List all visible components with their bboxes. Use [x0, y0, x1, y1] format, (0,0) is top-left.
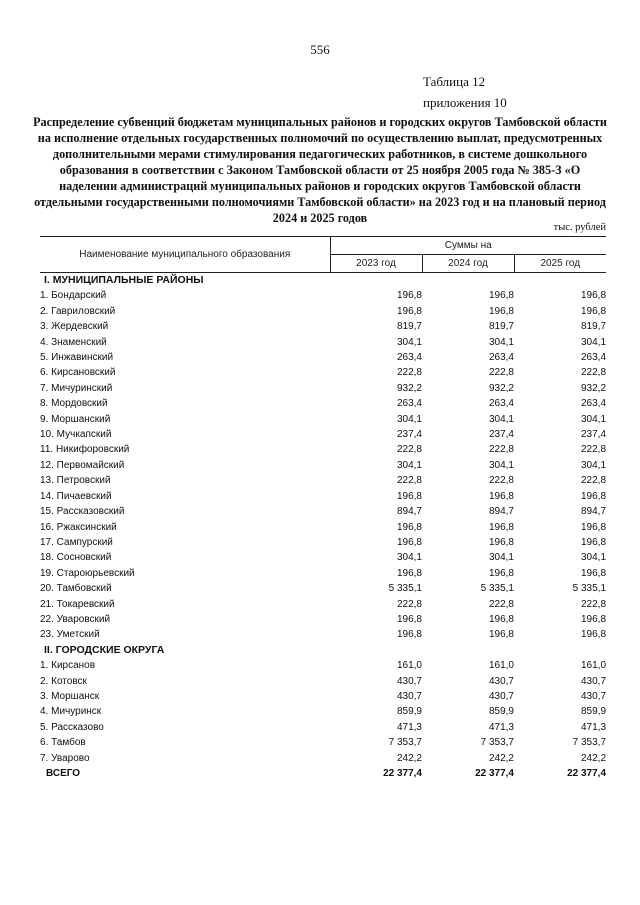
municipality-name: 7. Уварово: [40, 752, 90, 764]
value-2024: 304,1: [488, 413, 514, 425]
value-2023: 5 335,1: [388, 583, 422, 595]
value-2025: 222,8: [581, 598, 607, 610]
value-2025: 430,7: [581, 675, 607, 687]
municipality-name: 1. Бондарский: [40, 290, 107, 302]
municipality-name: 18. Сосновский: [40, 552, 112, 564]
value-2024: 237,4: [488, 429, 514, 441]
value-2023: 237,4: [396, 429, 422, 441]
value-2023: 196,8: [396, 613, 422, 625]
table-header: [40, 237, 606, 273]
table-row: [40, 458, 606, 473]
value-2023: 196,8: [396, 521, 422, 533]
value-2025: 237,4: [581, 429, 607, 441]
appendix-label: приложения 10: [423, 95, 507, 110]
value-2024: 222,8: [488, 475, 514, 487]
municipality-name: 22. Уваровский: [40, 613, 111, 625]
value-2025: 7 353,7: [572, 737, 607, 749]
value-2023: 932,2: [396, 382, 422, 394]
value-2024: 242,2: [488, 752, 514, 764]
table-row: [40, 658, 606, 673]
table-row: [40, 412, 606, 427]
column-header-2024: 2024 год: [422, 255, 514, 273]
value-2023: 304,1: [396, 552, 422, 564]
value-2025: 859,9: [581, 706, 607, 718]
table-row: [40, 365, 606, 380]
table-row: [40, 396, 606, 411]
municipality-name: 6. Тамбов: [40, 737, 86, 749]
table-row: [40, 427, 606, 442]
municipality-name: 5. Инжавинский: [40, 352, 114, 364]
value-2023: 222,8: [396, 444, 422, 456]
table-row: [40, 504, 606, 519]
column-header-name: Наименование муниципального образования: [40, 237, 330, 273]
municipality-name: 16. Ржаксинский: [40, 521, 117, 533]
value-2025: 161,0: [581, 660, 607, 672]
value-2024: 196,8: [488, 567, 514, 579]
municipality-name: 3. Моршанск: [40, 690, 100, 702]
value-2024: 196,8: [488, 613, 514, 625]
municipality-name: 10. Мучкапский: [40, 429, 112, 441]
value-2024: 263,4: [488, 352, 514, 364]
value-2025: 196,8: [581, 305, 607, 317]
document-title: Распределение субвенций бюджетам муниципальных районов и городских округов Тамбовской области на исполнение отдельных государственных полномочий по осуществлению выплат, предусмотренных дополнительными мерами стимулирования педагогических работников, в системе дошкольного образования в соответствии с Законом Тамбовской области от 25 ноября 2005 года № 385-З «О наделении администраций муниципальных районов и городских округов Тамбовской области отдельными государственными полномочиями Тамбовской области» на 2023 год и на плановый период 2024 и 2025 годов: [33, 115, 607, 225]
value-2023: 161,0: [396, 660, 422, 672]
value-2023: 819,7: [396, 321, 422, 333]
value-2024: 196,8: [488, 536, 514, 548]
value-2025: 196,8: [581, 567, 607, 579]
value-2024: 222,8: [488, 598, 514, 610]
value-2024: 5 335,1: [480, 583, 514, 595]
table-row: [40, 704, 606, 719]
value-2024: 263,4: [488, 398, 514, 410]
value-2024: 304,1: [488, 336, 514, 348]
table-row: [40, 520, 606, 535]
value-2023: 222,8: [396, 475, 422, 487]
table-row: [40, 304, 606, 319]
value-2024: 196,8: [488, 290, 514, 302]
value-2024: 304,1: [488, 459, 514, 471]
value-2025: 196,8: [581, 290, 607, 302]
value-2025: 304,1: [581, 459, 607, 471]
total-2024: 22 377,4: [475, 768, 514, 779]
value-2024: 894,7: [488, 506, 514, 518]
table-row: [40, 535, 606, 550]
units-label: тыс. рублей: [553, 222, 606, 233]
value-2023: 430,7: [396, 675, 422, 687]
subvention-table: [40, 236, 606, 781]
table-label: Таблица 12: [423, 74, 486, 89]
table-row: [40, 751, 606, 766]
value-2023: 263,4: [396, 398, 422, 410]
value-2025: 304,1: [581, 336, 607, 348]
municipality-name: 20. Тамбовский: [40, 583, 112, 595]
value-2023: 471,3: [396, 721, 422, 733]
value-2024: 471,3: [488, 721, 514, 733]
value-2024: 859,9: [488, 706, 514, 718]
value-2023: 196,8: [396, 305, 422, 317]
municipality-name: 15. Рассказовский: [40, 506, 125, 518]
value-2025: 304,1: [581, 413, 607, 425]
municipality-name: 12. Первомайский: [40, 459, 125, 471]
value-2025: 222,8: [581, 475, 607, 487]
municipality-name: 9. Моршанский: [40, 413, 111, 425]
value-2023: 196,8: [396, 490, 422, 502]
value-2025: 819,7: [581, 321, 607, 333]
municipality-name: 4. Знаменский: [40, 336, 107, 348]
table-row: [40, 720, 606, 735]
municipality-name: 17. Сампурский: [40, 536, 113, 548]
value-2025: 196,8: [581, 490, 607, 502]
municipality-name: 23. Уметский: [40, 629, 100, 641]
municipality-name: 7. Мичуринский: [40, 382, 113, 394]
total-label: ВСЕГО: [46, 768, 81, 779]
value-2023: 430,7: [396, 690, 422, 702]
value-2025: 263,4: [581, 352, 607, 364]
table-row: [40, 689, 606, 704]
municipality-name: 11. Никифоровский: [40, 444, 130, 456]
total-row: [40, 766, 606, 781]
value-2023: 894,7: [396, 506, 422, 518]
value-2025: 196,8: [581, 629, 607, 641]
value-2025: 263,4: [581, 398, 607, 410]
table-row: [40, 381, 606, 396]
value-2025: 471,3: [581, 721, 607, 733]
value-2023: 7 353,7: [388, 737, 422, 749]
value-2023: 263,4: [396, 352, 422, 364]
table-row: [40, 473, 606, 488]
table-row: [40, 612, 606, 627]
column-header-sums: Суммы на: [330, 237, 606, 255]
municipality-name: 1. Кирсанов: [40, 660, 96, 672]
value-2024: 222,8: [488, 444, 514, 456]
value-2023: 222,8: [396, 598, 422, 610]
page-number: 556: [310, 42, 330, 57]
value-2025: 196,8: [581, 613, 607, 625]
value-2024: 819,7: [488, 321, 514, 333]
table-row: [40, 566, 606, 581]
value-2024: 196,8: [488, 305, 514, 317]
value-2023: 196,8: [396, 536, 422, 548]
value-2023: 304,1: [396, 413, 422, 425]
value-2024: 304,1: [488, 552, 514, 564]
value-2023: 196,8: [396, 567, 422, 579]
municipality-name: 2. Гавриловский: [40, 305, 116, 317]
value-2024: 222,8: [488, 367, 514, 379]
table-row: [40, 674, 606, 689]
table-row: [40, 550, 606, 565]
table-body: [40, 273, 606, 782]
column-header-2025: 2025 год: [514, 255, 606, 273]
value-2023: 304,1: [396, 459, 422, 471]
value-2023: 304,1: [396, 336, 422, 348]
value-2024: 161,0: [488, 660, 514, 672]
municipality-name: 19. Староюрьевский: [40, 567, 135, 579]
municipality-name: 13. Петровский: [40, 475, 111, 487]
value-2025: 304,1: [581, 552, 607, 564]
table-row: [40, 288, 606, 303]
value-2023: 196,8: [396, 290, 422, 302]
section-header-row: [40, 273, 606, 289]
value-2025: 894,7: [581, 506, 607, 518]
municipality-name: 4. Мичуринск: [40, 706, 102, 718]
value-2024: 196,8: [488, 521, 514, 533]
value-2025: 196,8: [581, 521, 607, 533]
value-2024: 7 353,7: [480, 737, 514, 749]
table-row: [40, 319, 606, 334]
table-row: [40, 581, 606, 596]
table-row: [40, 489, 606, 504]
municipality-name: 5. Рассказово: [40, 721, 104, 733]
value-2023: 222,8: [396, 367, 422, 379]
table-row: [40, 735, 606, 750]
municipality-name: 3. Жердевский: [40, 321, 109, 333]
total-2025: 22 377,4: [567, 768, 607, 779]
value-2024: 430,7: [488, 675, 514, 687]
table-row: [40, 442, 606, 457]
column-header-2023: 2023 год: [330, 255, 422, 273]
section-title: II. ГОРОДСКИЕ ОКРУГА: [44, 643, 165, 656]
table-row: [40, 350, 606, 365]
table-row: [40, 597, 606, 612]
section-title: I. МУНИЦИПАЛЬНЫЕ РАЙОНЫ: [44, 274, 204, 286]
municipality-name: 21. Токаревский: [40, 598, 115, 610]
municipality-name: 6. Кирсановский: [40, 367, 116, 379]
municipality-name: 8. Мордовский: [40, 398, 108, 410]
municipality-name: 2. Котовск: [40, 675, 87, 687]
value-2023: 196,8: [396, 629, 422, 641]
value-2023: 859,9: [396, 706, 422, 718]
value-2024: 196,8: [488, 629, 514, 641]
table-row: [40, 627, 606, 642]
value-2024: 932,2: [488, 382, 514, 394]
value-2025: 196,8: [581, 536, 607, 548]
table-row: [40, 335, 606, 350]
value-2025: 430,7: [581, 690, 607, 702]
value-2024: 430,7: [488, 690, 514, 702]
value-2024: 196,8: [488, 490, 514, 502]
value-2025: 222,8: [581, 444, 607, 456]
value-2025: 932,2: [581, 382, 607, 394]
value-2025: 242,2: [581, 752, 607, 764]
value-2023: 242,2: [396, 752, 422, 764]
total-2023: 22 377,4: [383, 768, 422, 779]
value-2025: 5 335,1: [572, 583, 607, 595]
municipality-name: 14. Пичаевский: [40, 490, 112, 502]
section-header-row: [40, 643, 606, 658]
value-2025: 222,8: [581, 367, 607, 379]
